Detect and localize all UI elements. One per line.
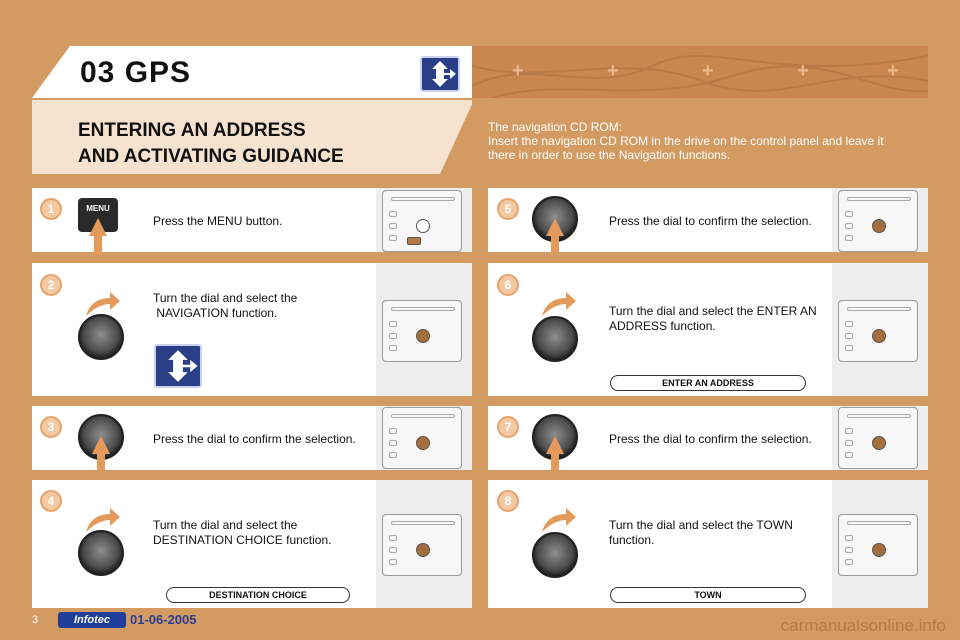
instruction-line: function. <box>609 533 655 547</box>
step-instruction <box>153 214 282 229</box>
page-number: 3 <box>32 614 39 626</box>
notice-line: The navigation CD ROM: <box>488 120 623 134</box>
rotary-dial-icon <box>532 532 578 578</box>
instruction-line: Turn the dial and select the ENTER AN <box>609 304 817 318</box>
step-number-badge: 2 <box>40 274 62 296</box>
radio-control-panel <box>838 300 918 362</box>
map-banner <box>472 46 928 98</box>
step-number-badge: 3 <box>40 416 62 438</box>
edition-date: 01-06-2005 <box>130 612 197 627</box>
turn-arrow-icon <box>540 506 578 534</box>
watermark: carmanualsonline.info <box>780 616 946 635</box>
map-cross-icon: + <box>702 60 714 82</box>
navigation-icon <box>420 56 460 92</box>
menu-option-label: DESTINATION CHOICE <box>166 587 350 603</box>
rotary-dial-icon <box>78 530 124 576</box>
press-arrow-stem <box>94 236 102 254</box>
instruction-line: Turn the dial and select the TOWN <box>609 518 793 532</box>
radio-control-panel <box>382 407 462 469</box>
navigation-icon <box>154 344 202 388</box>
step-number-badge: 7 <box>497 416 519 438</box>
turn-arrow-icon <box>540 290 578 318</box>
step-instruction <box>153 432 356 447</box>
step-instruction <box>609 304 817 334</box>
step-instruction <box>153 518 331 548</box>
map-cross-icon: + <box>512 60 524 82</box>
heading-line: ENTERING AN ADDRESS <box>78 120 306 141</box>
press-arrow-stem <box>97 452 105 470</box>
cd-rom-notice <box>488 120 918 162</box>
map-cross-icon: + <box>887 60 899 82</box>
radio-control-panel <box>382 300 462 362</box>
section-heading <box>78 118 408 170</box>
step-instruction <box>153 291 297 321</box>
instruction-line: DESTINATION CHOICE function. <box>153 533 332 547</box>
instruction-line: Press the dial to confirm the selection. <box>609 214 812 228</box>
radio-control-panel <box>382 190 462 252</box>
step-number-badge: 6 <box>497 274 519 296</box>
menu-option-label: ENTER AN ADDRESS <box>610 375 806 391</box>
instruction-line: Turn the dial and select the <box>153 518 298 532</box>
step-instruction <box>609 214 812 229</box>
instruction-line: Turn the dial and select the <box>153 291 298 305</box>
radio-control-panel <box>838 190 918 252</box>
notice-line: Insert the navigation CD ROM in the drive on the control panel and leave it <box>488 134 884 148</box>
page-title: 03 GPS <box>80 56 192 89</box>
press-arrow-stem <box>551 234 559 252</box>
step-number-badge: 8 <box>497 490 519 512</box>
radio-control-panel <box>838 407 918 469</box>
instruction-line: Press the dial to confirm the selection. <box>609 432 812 446</box>
step-number-badge: 4 <box>40 490 62 512</box>
menu-option-label: TOWN <box>610 587 806 603</box>
rotary-dial-icon <box>78 314 124 360</box>
instruction-line: Press the dial to confirm the selection. <box>153 432 356 446</box>
step-number-badge: 1 <box>40 198 62 220</box>
rotary-dial-icon <box>532 316 578 362</box>
press-arrow-stem <box>551 452 559 470</box>
step-number-badge: 5 <box>497 198 519 220</box>
step-instruction <box>609 518 793 548</box>
brand-logo: Infotec <box>58 612 126 628</box>
notice-line: there in order to use the Navigation functions. <box>488 148 731 162</box>
map-cross-icon: + <box>607 60 619 82</box>
menu-button-illustration: MENU <box>78 198 118 232</box>
heading-line: AND ACTIVATING GUIDANCE <box>78 146 344 167</box>
radio-control-panel <box>838 514 918 576</box>
press-arrow-icon <box>89 218 107 236</box>
map-cross-icon: + <box>797 60 809 82</box>
radio-control-panel <box>382 514 462 576</box>
instruction-line: Press the MENU button. <box>153 214 283 228</box>
instruction-line: ADDRESS function. <box>609 319 716 333</box>
step-instruction <box>609 432 812 447</box>
instruction-line: NAVIGATION function. <box>153 306 278 320</box>
